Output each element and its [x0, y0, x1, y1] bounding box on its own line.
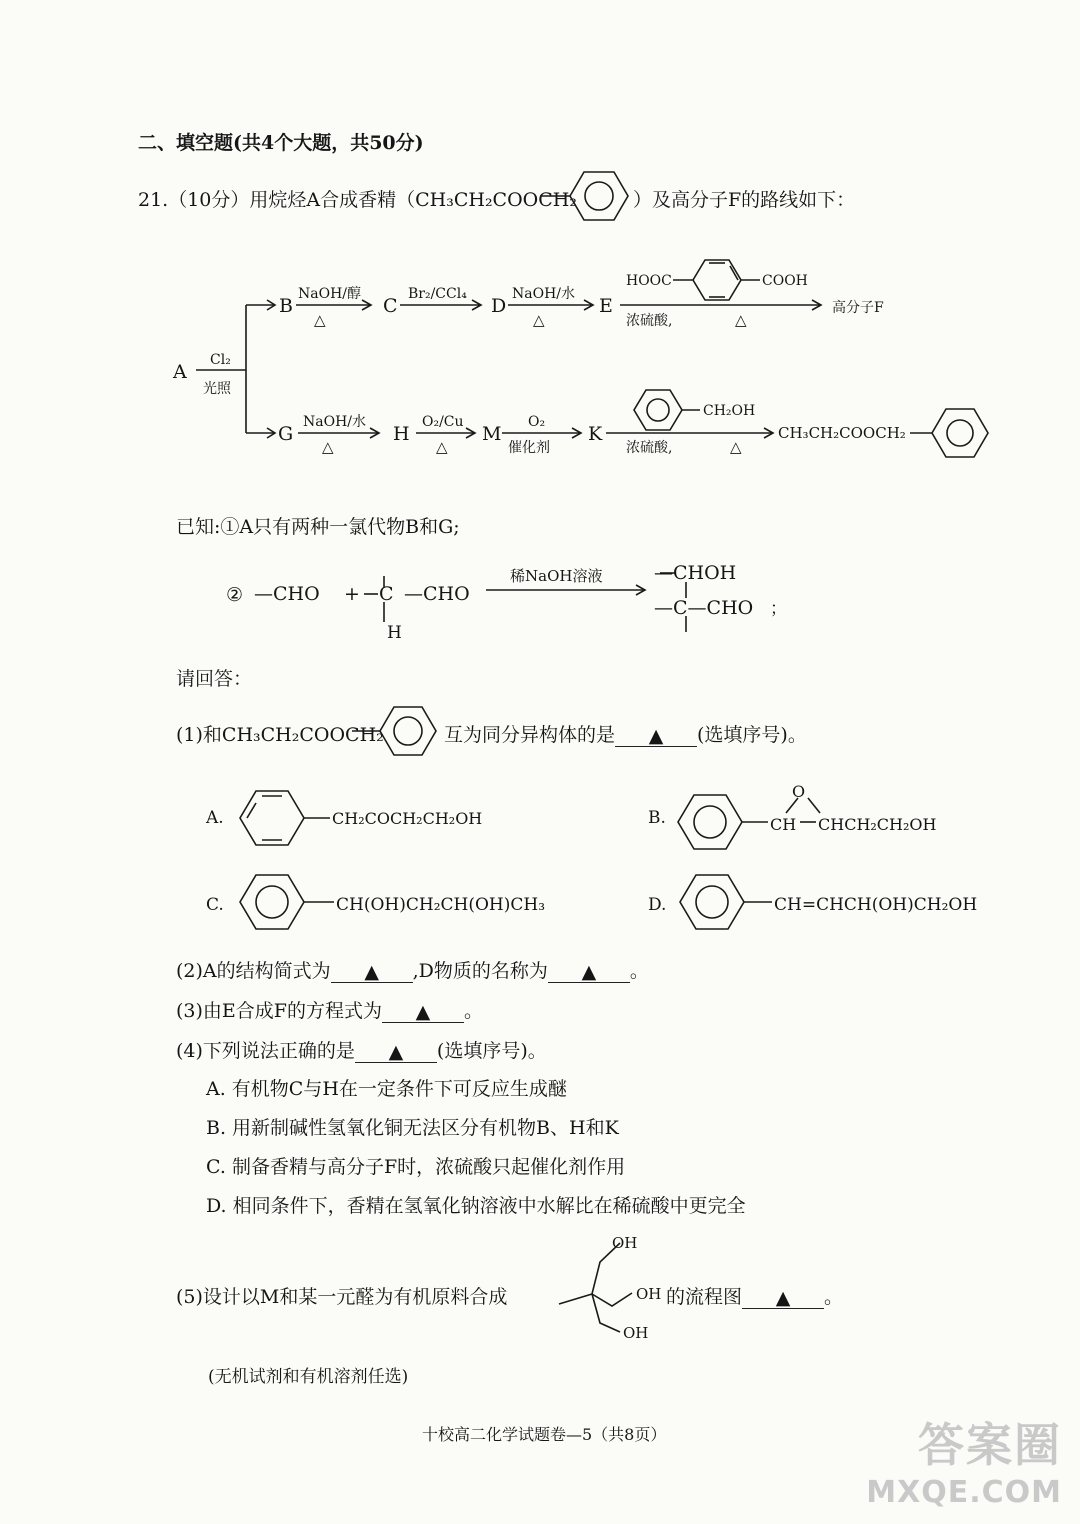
benzene-icon [634, 390, 700, 430]
svg-text:C: C [379, 583, 394, 605]
svg-text:HOOC: HOOC [626, 273, 672, 289]
svg-text:CHCH₂CH₂OH: CHCH₂CH₂OH [818, 815, 937, 834]
svg-text:COOH: COOH [762, 273, 808, 289]
svg-text:O₂: O₂ [528, 414, 546, 430]
answer-blank-3[interactable]: ▲ [382, 1002, 464, 1023]
svg-text:B: B [279, 295, 293, 317]
known-1: 已知:①A只有两种一氯代物B和G; [176, 516, 460, 538]
cl2-label: Cl₂ [210, 352, 231, 368]
svg-text:浓硫酸,: 浓硫酸, [626, 313, 673, 329]
please-answer: 请回答： [176, 668, 253, 690]
svg-text:H: H [387, 623, 402, 643]
answer-blank-2a[interactable]: ▲ [331, 962, 413, 983]
svg-text:O: O [792, 782, 806, 801]
answer-blank-4[interactable]: ▲ [355, 1042, 437, 1063]
benzene-icon [910, 409, 988, 457]
svg-text:C: C [383, 295, 398, 317]
q21-intro-prefix: 21.（10分）用烷烃A合成香精（CH₃CH₂COOCH₂ [138, 189, 577, 211]
p1-line: 互为同分异构体的是 ▲ (选填序号)。 [444, 724, 807, 747]
svg-text:CH₃CH₂COOCH₂: CH₃CH₂COOCH₂ [778, 424, 906, 442]
svg-text:②: ② [226, 584, 244, 606]
svg-text:B.: B. [648, 808, 666, 828]
section-title: 二、填空题(共4个大题，共50分) [138, 132, 424, 154]
answer-blank-5[interactable]: ▲ [742, 1288, 824, 1309]
p4-option-c: C. 制备香精与高分子F时，浓硫酸只起催化剂作用 [206, 1156, 626, 1178]
benzene-icon [540, 172, 628, 220]
svg-text:H: H [393, 423, 410, 445]
answer-blank-2b[interactable]: ▲ [548, 962, 630, 983]
svg-text:△: △ [322, 438, 334, 456]
svg-text:△: △ [735, 311, 747, 329]
svg-text:—CHOH: —CHOH [654, 562, 737, 584]
watermark-logo: 答案圈 MXQE.COM [866, 1418, 1062, 1510]
svg-text:OH: OH [636, 1285, 662, 1303]
svg-text:CH(OH)CH₂CH(OH)CH₃: CH(OH)CH₂CH(OH)CH₃ [336, 895, 546, 915]
svg-text:—CHO: —CHO [254, 583, 320, 605]
svg-text:D.: D. [648, 895, 667, 915]
svg-text:M: M [482, 423, 502, 445]
p1-prefix: (1)和CH₃CH₂COOCH₂ [176, 724, 384, 746]
svg-text:G: G [278, 423, 294, 445]
svg-text:催化剂: 催化剂 [508, 440, 550, 456]
svg-text:CH: CH [770, 815, 797, 834]
svg-text:OH: OH [623, 1324, 649, 1342]
page-footer: 十校高二化学试题卷—5（共8页） [422, 1425, 667, 1444]
svg-text:△: △ [436, 438, 448, 456]
p3-line: (3)由E合成F的方程式为 ▲ 。 [176, 1000, 483, 1023]
benzene-icon [678, 795, 768, 849]
svg-text:—C—CHO: —C—CHO [654, 597, 754, 619]
p5-prefix: (5)设计以M和某一元醛为有机原料合成 [176, 1286, 508, 1308]
svg-text:—CHO: —CHO [404, 583, 470, 605]
p4-line: (4)下列说法正确的是 ▲ (选填序号)。 [176, 1040, 547, 1063]
p5-note: (无机试剂和有机溶剂任选) [208, 1367, 409, 1387]
p5-line: 的流程图 ▲ 。 [666, 1286, 844, 1309]
svg-text:高分子F: 高分子F [832, 300, 884, 316]
benzene-icon [673, 260, 760, 300]
svg-text:CH=CHCH(OH)CH₂OH: CH=CHCH(OH)CH₂OH [774, 895, 978, 915]
svg-text:CH₂OH: CH₂OH [703, 403, 756, 419]
svg-text:E: E [599, 295, 613, 317]
svg-text:△: △ [314, 311, 326, 329]
svg-text:OH: OH [612, 1234, 638, 1252]
svg-text:△: △ [730, 438, 742, 456]
q21-intro-suffix: ）及高分子F的路线如下： [633, 189, 856, 211]
p4-option-d: D. 相同条件下，香精在氢氧化钠溶液中水解比在稀硫酸中更完全 [206, 1195, 746, 1217]
svg-text:△: △ [533, 311, 545, 329]
benzene-icon [240, 875, 334, 929]
light-label: 光照 [203, 381, 231, 397]
svg-text:O₂/Cu: O₂/Cu [422, 414, 464, 430]
svg-text:NaOH/水: NaOH/水 [303, 414, 366, 430]
svg-text:CH₂COCH₂CH₂OH: CH₂COCH₂CH₂OH [332, 809, 483, 828]
svg-text:C.: C. [206, 895, 224, 915]
p4-option-a: A. 有机物C与H在一定条件下可反应生成醚 [206, 1078, 567, 1100]
svg-text:浓硫酸,: 浓硫酸, [626, 440, 673, 456]
svg-text:稀NaOH溶液: 稀NaOH溶液 [510, 567, 603, 585]
route-A: A [173, 361, 187, 383]
svg-text:；: ； [770, 599, 787, 619]
svg-text:+: + [344, 583, 360, 605]
svg-text:Br₂/CCl₄: Br₂/CCl₄ [408, 286, 467, 302]
svg-text:A.: A. [206, 808, 224, 828]
p4-option-b: B. 用新制碱性氢氧化铜无法区分有机物B、H和K [206, 1117, 619, 1139]
p2-line: (2)A的结构简式为 ▲ ,D物质的名称为 ▲ 。 [176, 960, 649, 983]
svg-text:NaOH/水: NaOH/水 [512, 286, 575, 302]
benzene-icon [680, 875, 772, 929]
svg-text:D: D [491, 295, 507, 317]
benzene-icon [240, 791, 330, 845]
svg-text:K: K [588, 423, 603, 445]
svg-text:NaOH/醇: NaOH/醇 [298, 286, 361, 302]
answer-blank-1[interactable]: ▲ [615, 726, 697, 747]
